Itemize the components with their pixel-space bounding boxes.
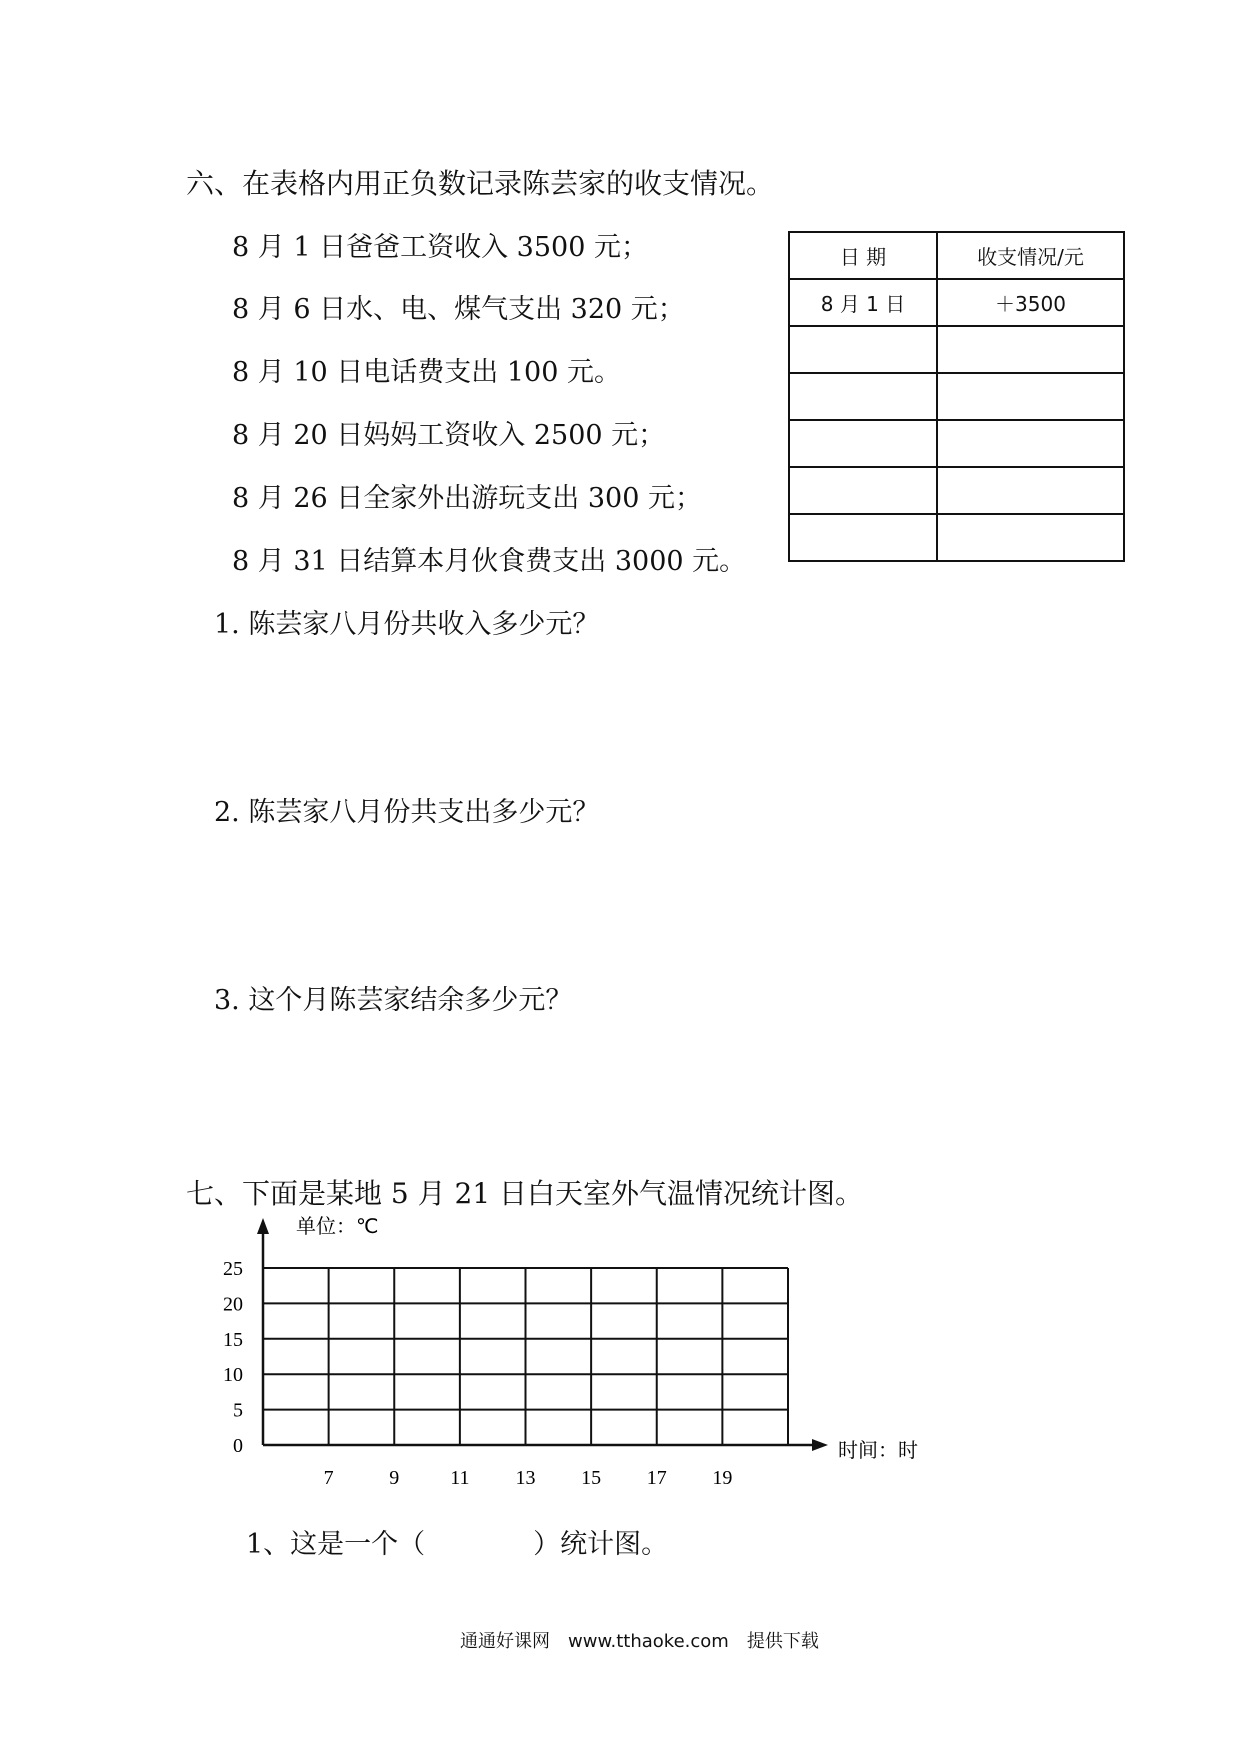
x-tick-label: 19 [712, 1467, 733, 1489]
section6-heading: 六、在表格内用正负数记录陈芸家的收支情况。 [186, 167, 775, 200]
header-date: 日 期 [789, 232, 937, 279]
x-tick-label: 15 [581, 1467, 602, 1489]
record-item: 8 月 1 日爸爸工资收入 3500 元； [232, 232, 648, 263]
y-tick-label: 25 [223, 1258, 243, 1280]
y-axis-arrow-icon [257, 1218, 269, 1234]
x-axis-arrow-icon [812, 1439, 828, 1451]
record-item: 8 月 26 日全家外出游玩支出 300 元； [232, 483, 702, 514]
record-item: 8 月 10 日电话费支出 100 元。 [232, 357, 621, 388]
x-axis-label: 时间：时 [838, 1438, 918, 1462]
record-item: 8 月 6 日水、电、煤气支出 320 元； [232, 294, 685, 325]
y-tick-label: 20 [223, 1293, 243, 1316]
question-2: 2. 陈芸家八月份共支出多少元？ [214, 797, 600, 828]
y-tick-label: 0 [233, 1435, 243, 1457]
cell-amount: ＋3500 [937, 279, 1124, 326]
x-tick-label: 17 [646, 1467, 667, 1489]
cell-date: 8 月 1 日 [789, 279, 937, 326]
footer-text: 通通好课网 www.tthaoke.com 提供下载 [460, 1631, 819, 1652]
question-1: 1. 陈芸家八月份共收入多少元？ [214, 609, 600, 640]
record-item: 8 月 20 日妈妈工资收入 2500 元； [232, 420, 666, 451]
x-tick-label: 7 [323, 1467, 334, 1489]
chart-question-1: 1、这是一个（ ）统计图。 [246, 1529, 669, 1560]
y-axis-label: 单位：℃ [296, 1214, 379, 1238]
y-tick-label: 15 [223, 1328, 243, 1351]
x-tick-label: 13 [515, 1467, 536, 1489]
header-amount: 收支情况/元 [937, 232, 1124, 279]
y-tick-label: 5 [233, 1399, 243, 1422]
question-3: 3. 这个月陈芸家结余多少元？ [214, 985, 573, 1016]
x-tick-label: 9 [389, 1467, 400, 1489]
y-tick-label: 10 [223, 1364, 243, 1387]
section7-heading: 七、下面是某地 5 月 21 日白天室外气温情况统计图。 [186, 1177, 864, 1210]
x-tick-label: 11 [450, 1467, 470, 1489]
record-item: 8 月 31 日结算本月伙食费支出 3000 元。 [232, 546, 747, 577]
